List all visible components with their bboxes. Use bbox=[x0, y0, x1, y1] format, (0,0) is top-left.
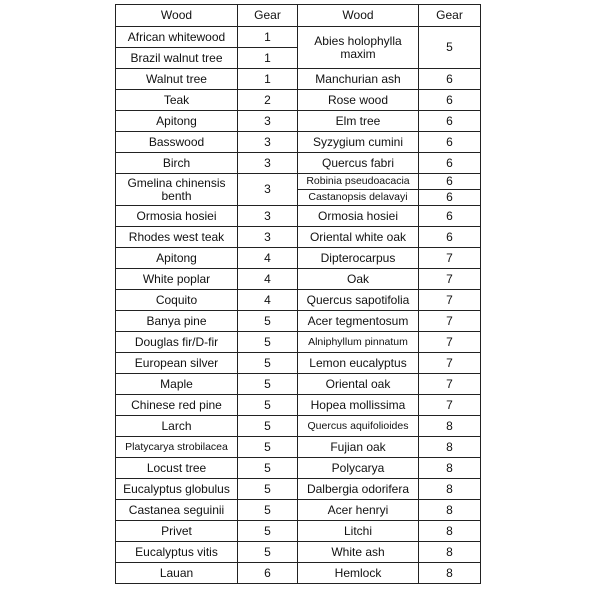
gear-cell: 2 bbox=[238, 90, 298, 111]
wood-cell: Birch bbox=[116, 153, 238, 174]
gear-cell: 1 bbox=[238, 27, 298, 48]
gear-cell: 3 bbox=[238, 227, 298, 248]
gear-cell: 6 bbox=[419, 206, 481, 227]
gear-cell: 8 bbox=[419, 416, 481, 437]
wood-cell: Quercus fabri bbox=[298, 153, 419, 174]
wood-cell: White poplar bbox=[116, 269, 238, 290]
header-wood-right: Wood bbox=[298, 5, 419, 27]
gear-cell: 6 bbox=[419, 90, 481, 111]
wood-cell: Larch bbox=[116, 416, 238, 437]
gear-cell: 5 bbox=[238, 437, 298, 458]
wood-cell: Walnut tree bbox=[116, 69, 238, 90]
header-row bbox=[116, 5, 481, 27]
wood-cell: Locust tree bbox=[116, 458, 238, 479]
table-row bbox=[116, 206, 481, 227]
wood-cell: Robinia pseudoacacia bbox=[298, 174, 419, 190]
wood-cell: Apitong bbox=[116, 111, 238, 132]
gear-cell: 5 bbox=[238, 353, 298, 374]
wood-cell: Coquito bbox=[116, 290, 238, 311]
wood-cell: Privet bbox=[116, 521, 238, 542]
gear-cell: 3 bbox=[238, 174, 298, 206]
wood-cell: Castanea seguinii bbox=[116, 500, 238, 521]
wood-cell: Alniphyllum pinnatum bbox=[298, 332, 419, 353]
wood-cell: Brazil walnut tree bbox=[116, 48, 238, 69]
gear-cell: 6 bbox=[419, 132, 481, 153]
gear-cell: 7 bbox=[419, 353, 481, 374]
gear-cell: 5 bbox=[419, 27, 481, 69]
gear-cell: 7 bbox=[419, 332, 481, 353]
table-row bbox=[116, 353, 481, 374]
table-row bbox=[116, 458, 481, 479]
wood-cell: European silver bbox=[116, 353, 238, 374]
table-row bbox=[116, 437, 481, 458]
gear-cell: 6 bbox=[238, 563, 298, 584]
wood-cell: Quercus sapotifolia bbox=[298, 290, 419, 311]
header-wood-left: Wood bbox=[116, 5, 238, 27]
table-row bbox=[116, 542, 481, 563]
table-row bbox=[116, 269, 481, 290]
gear-cell: 5 bbox=[238, 416, 298, 437]
gear-cell: 7 bbox=[419, 395, 481, 416]
wood-gear-table bbox=[115, 4, 481, 584]
gear-cell: 6 bbox=[419, 153, 481, 174]
gear-cell: 5 bbox=[238, 521, 298, 542]
wood-cell: Ormosia hosiei bbox=[298, 206, 419, 227]
gear-cell: 1 bbox=[238, 69, 298, 90]
table-row bbox=[116, 153, 481, 174]
table-row bbox=[116, 311, 481, 332]
gear-cell: 4 bbox=[238, 269, 298, 290]
gear-cell: 7 bbox=[419, 374, 481, 395]
table-row bbox=[116, 479, 481, 500]
wood-cell: Polycarya bbox=[298, 458, 419, 479]
gear-cell: 8 bbox=[419, 458, 481, 479]
table-row bbox=[116, 290, 481, 311]
wood-cell: Castanopsis delavayi bbox=[298, 190, 419, 206]
wood-cell: Manchurian ash bbox=[298, 69, 419, 90]
gear-cell: 3 bbox=[238, 206, 298, 227]
gear-cell: 3 bbox=[238, 132, 298, 153]
gear-cell: 6 bbox=[419, 190, 481, 206]
table-row bbox=[116, 90, 481, 111]
table-row bbox=[116, 416, 481, 437]
gear-cell: 5 bbox=[238, 500, 298, 521]
wood-cell: Syzygium cumini bbox=[298, 132, 419, 153]
header-gear-left: Gear bbox=[238, 5, 298, 27]
gear-cell: 6 bbox=[419, 69, 481, 90]
table-row bbox=[116, 227, 481, 248]
wood-cell: Gmelina chinensis benth bbox=[116, 174, 238, 206]
gear-cell: 5 bbox=[238, 458, 298, 479]
wood-cell: Chinese red pine bbox=[116, 395, 238, 416]
wood-cell: Teak bbox=[116, 90, 238, 111]
table-row bbox=[116, 27, 481, 48]
gear-cell: 8 bbox=[419, 521, 481, 542]
wood-cell: Douglas fir/D-fir bbox=[116, 332, 238, 353]
wood-cell: Acer tegmentosum bbox=[298, 311, 419, 332]
wood-cell: African whitewood bbox=[116, 27, 238, 48]
wood-cell: Eucalyptus globulus bbox=[116, 479, 238, 500]
table-row bbox=[116, 395, 481, 416]
wood-cell: Oak bbox=[298, 269, 419, 290]
table-row bbox=[116, 111, 481, 132]
wood-cell: Oriental oak bbox=[298, 374, 419, 395]
table-row bbox=[116, 69, 481, 90]
gear-cell: 6 bbox=[419, 111, 481, 132]
wood-cell: Hopea mollissima bbox=[298, 395, 419, 416]
gear-cell: 5 bbox=[238, 332, 298, 353]
table-row bbox=[116, 374, 481, 395]
gear-cell: 3 bbox=[238, 111, 298, 132]
wood-cell: Platycarya strobilacea bbox=[116, 437, 238, 458]
wood-cell: Elm tree bbox=[298, 111, 419, 132]
wood-cell: Quercus aquifolioides bbox=[298, 416, 419, 437]
gear-cell: 1 bbox=[238, 48, 298, 69]
wood-cell: Lauan bbox=[116, 563, 238, 584]
table-row bbox=[116, 132, 481, 153]
wood-cell: Acer henryi bbox=[298, 500, 419, 521]
table-row bbox=[116, 521, 481, 542]
gear-cell: 7 bbox=[419, 269, 481, 290]
gear-cell: 7 bbox=[419, 311, 481, 332]
gear-cell: 5 bbox=[238, 374, 298, 395]
table-body bbox=[116, 27, 481, 584]
gear-cell: 8 bbox=[419, 563, 481, 584]
wood-cell: Rose wood bbox=[298, 90, 419, 111]
wood-cell: Apitong bbox=[116, 248, 238, 269]
wood-cell: Maple bbox=[116, 374, 238, 395]
gear-cell: 8 bbox=[419, 437, 481, 458]
gear-cell: 7 bbox=[419, 248, 481, 269]
wood-cell: Rhodes west teak bbox=[116, 227, 238, 248]
wood-cell: Banya pine bbox=[116, 311, 238, 332]
gear-cell: 8 bbox=[419, 542, 481, 563]
header-gear-right: Gear bbox=[419, 5, 481, 27]
gear-cell: 4 bbox=[238, 248, 298, 269]
wood-cell: Lemon eucalyptus bbox=[298, 353, 419, 374]
gear-cell: 5 bbox=[238, 542, 298, 563]
table-row bbox=[116, 500, 481, 521]
wood-cell: Abies holophylla maxim bbox=[298, 27, 419, 69]
gear-cell: 5 bbox=[238, 479, 298, 500]
table-row bbox=[116, 332, 481, 353]
wood-cell: Dalbergia odorifera bbox=[298, 479, 419, 500]
wood-cell: Eucalyptus vitis bbox=[116, 542, 238, 563]
gear-cell: 6 bbox=[419, 227, 481, 248]
gear-cell: 8 bbox=[419, 479, 481, 500]
gear-cell: 5 bbox=[238, 311, 298, 332]
gear-cell: 3 bbox=[238, 153, 298, 174]
table-row bbox=[116, 248, 481, 269]
wood-cell: Oriental white oak bbox=[298, 227, 419, 248]
gear-cell: 5 bbox=[238, 395, 298, 416]
wood-cell: White ash bbox=[298, 542, 419, 563]
wood-cell: Basswood bbox=[116, 132, 238, 153]
wood-cell: Ormosia hosiei bbox=[116, 206, 238, 227]
wood-cell: Fujian oak bbox=[298, 437, 419, 458]
table-row bbox=[116, 174, 481, 190]
gear-cell: 6 bbox=[419, 174, 481, 190]
gear-cell: 7 bbox=[419, 290, 481, 311]
wood-cell: Hemlock bbox=[298, 563, 419, 584]
wood-cell: Dipterocarpus bbox=[298, 248, 419, 269]
gear-cell: 4 bbox=[238, 290, 298, 311]
wood-cell: Litchi bbox=[298, 521, 419, 542]
table-row bbox=[116, 563, 481, 584]
gear-cell: 8 bbox=[419, 500, 481, 521]
